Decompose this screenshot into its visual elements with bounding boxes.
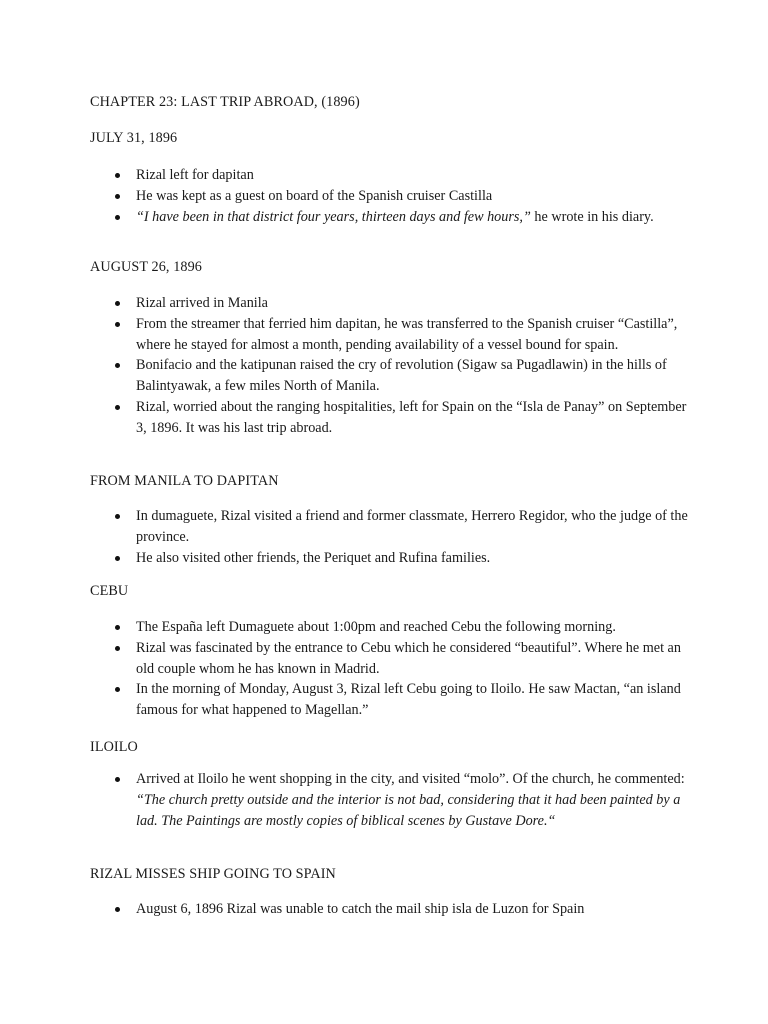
section-heading-july-31: JULY 31, 1896 <box>90 130 178 146</box>
diary-quote: “I have been in that district four years, thirteen days and few hours,” <box>136 208 531 225</box>
bullet-icon <box>115 215 120 220</box>
bullet-list-misses-ship <box>90 899 690 920</box>
list-item: August 6, 1896 Rizal was unable to catch the mail ship isla de Luzon for Spain <box>90 899 690 920</box>
section-heading-iloilo: ILOILO <box>90 739 138 755</box>
list-item: He was kept as a guest on board of the Spanish cruiser Castilla <box>90 186 690 207</box>
bullet-icon <box>115 322 120 327</box>
list-item: From the streamer that ferried him dapitan, he was transferred to the Spanish cruiser “Castilla”, where he stayed for almost a month, pending availability of a vessel bound for spain. <box>90 314 690 356</box>
section-heading-cebu: CEBU <box>90 583 129 599</box>
list-item: In dumaguete, Rizal visited a friend and former classmate, Herrero Regidor, who the judge of the province. <box>90 506 690 548</box>
list-item: In the morning of Monday, August 3, Rizal left Cebu going to Iloilo. He saw Mactan, “an island famous for what happened to Magellan.” <box>90 679 690 721</box>
bullet-icon <box>115 556 120 561</box>
bullet-list-july-31 <box>90 165 690 227</box>
bullet-icon <box>115 405 120 410</box>
list-item: Rizal, worried about the ranging hospitalities, left for Spain on the “Isla de Panay” on September 3, 1896. It was his last trip abroad. <box>90 397 690 439</box>
chapter-title: CHAPTER 23: LAST TRIP ABROAD, (1896) <box>90 94 360 110</box>
bullet-icon <box>115 777 120 782</box>
bullet-list-iloilo <box>90 769 690 831</box>
bullet-list-august-26 <box>90 293 690 439</box>
church-quote: “The church pretty outside and the interior is not bad, considering that it had been painted by a lad. The Paintings are mostly copies of biblical scenes by Gustave Dore.“ <box>136 791 681 829</box>
bullet-icon <box>115 625 120 630</box>
list-item: “I have been in that district four years, thirteen days and few hours,” he wrote in his diary. <box>90 207 690 228</box>
bullet-icon <box>115 646 120 651</box>
list-item: Rizal was fascinated by the entrance to Cebu which he considered “beautiful”. Where he met an old couple whom he has known in Madrid. <box>90 638 690 680</box>
bullet-icon <box>115 301 120 306</box>
section-heading-manila-to-dapitan: FROM MANILA TO DAPITAN <box>90 473 279 489</box>
list-item: He also visited other friends, the Periquet and Rufina families. <box>90 548 690 569</box>
section-heading-misses-ship: RIZAL MISSES SHIP GOING TO SPAIN <box>90 866 336 882</box>
bullet-icon <box>115 687 120 692</box>
list-item: Rizal left for dapitan <box>90 165 690 186</box>
list-item: Bonifacio and the katipunan raised the cry of revolution (Sigaw sa Pugadlawin) in the hills of Balintyawak, a few miles North of Manila. <box>90 355 690 397</box>
list-item: Rizal arrived in Manila <box>90 293 690 314</box>
list-item: The España left Dumaguete about 1:00pm and reached Cebu the following morning. <box>90 617 690 638</box>
list-item: Arrived at Iloilo he went shopping in the city, and visited “molo”. Of the church, he commented: “The church pretty outside and the interior is not bad, considering that it had been painted by a lad. The Paintings are mostly copies of biblical scenes by Gustave Dore.“ <box>90 769 690 831</box>
section-heading-august-26: AUGUST 26, 1896 <box>90 259 202 275</box>
bullet-list-manila-to-dapitan <box>90 506 690 568</box>
bullet-icon <box>115 194 120 199</box>
bullet-icon <box>115 514 120 519</box>
bullet-icon <box>115 173 120 178</box>
bullet-icon <box>115 907 120 912</box>
bullet-icon <box>115 363 120 368</box>
bullet-list-cebu <box>90 617 690 721</box>
